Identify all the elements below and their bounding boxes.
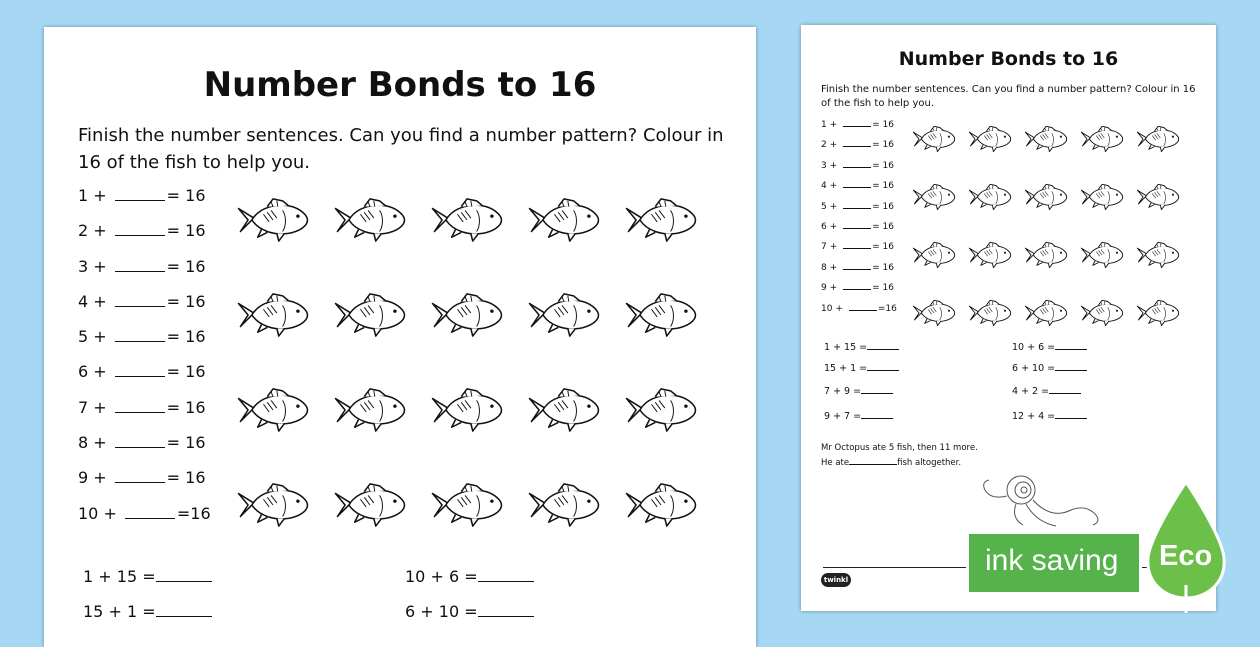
sum-item: 1 + 15 = (83, 567, 212, 586)
fish-icon (1135, 183, 1181, 211)
fish-icon (525, 387, 603, 433)
equation-row: 1 + = 16 (78, 186, 206, 205)
fish-icon (967, 183, 1013, 211)
equation-row: 1 + = 16 (821, 120, 894, 130)
answer-blank (478, 604, 534, 617)
fish-icon (331, 292, 409, 338)
fish-icon (1079, 299, 1125, 327)
answer-blank (115, 294, 165, 307)
fish-icon (331, 387, 409, 433)
answer-blank (125, 506, 175, 519)
answer-blank (843, 282, 871, 290)
fish-icon (428, 197, 506, 243)
fish-icon (1079, 183, 1125, 211)
answer-blank (843, 180, 871, 188)
answer-blank (115, 188, 165, 201)
worksheet-page-large (44, 27, 756, 647)
answer-blank (843, 160, 871, 168)
fish-icon (1023, 241, 1069, 269)
sum-item: 6 + 10 = (405, 602, 534, 621)
fish-icon (331, 482, 409, 528)
equation-row: 8 + = 16 (821, 262, 894, 273)
equation-row: 10 + =16 (821, 303, 897, 314)
page-title: Number Bonds to 16 (898, 48, 1119, 70)
fish-icon (525, 482, 603, 528)
answer-blank (843, 201, 871, 209)
fish-icon (911, 299, 957, 327)
equation-row: 9 + = 16 (821, 283, 894, 294)
fish-icon (234, 482, 312, 528)
answer-blank (867, 342, 899, 350)
equation-row: 5 + = 16 (821, 201, 894, 212)
answer-blank (867, 363, 899, 371)
word-problem (821, 441, 978, 471)
equation-row: 10 + =16 (78, 503, 211, 523)
fish-icon (911, 183, 957, 211)
fish-icon (967, 241, 1013, 269)
instructions: Finish the number sentences. Can you find a number pattern? Colour in 16 of the fish to help you. (821, 84, 1196, 109)
answer-blank (843, 221, 871, 229)
fish-icon (622, 197, 700, 243)
equation-row: 7 + = 16 (821, 242, 894, 253)
answer-blank (843, 262, 871, 270)
fish-icon (1023, 125, 1069, 153)
answer-blank (115, 259, 165, 272)
fish-icon (428, 387, 506, 433)
answer-blank (843, 241, 871, 249)
equation-row: 6 + = 16 (821, 221, 894, 232)
ink-saving-badge (966, 531, 1142, 595)
equation-row: 9 + = 16 (78, 468, 206, 488)
answer-blank (1055, 411, 1087, 419)
eco-label: Eco (1159, 540, 1213, 572)
word-problem-line: Mr Octopus ate 5 fish, then 11 more. (821, 443, 978, 453)
equation-row: 2 + = 16 (821, 140, 894, 151)
fish-icon (1135, 125, 1181, 153)
answer-blank (849, 303, 877, 311)
instructions: Finish the number sentences. Can you find a number pattern? Colour in 16 of the fish to help you. (78, 125, 724, 173)
fish-icon (1135, 241, 1181, 269)
answer-blank (1049, 386, 1081, 394)
answer-blank (156, 569, 212, 582)
answer-blank (843, 119, 871, 127)
fish-icon (525, 197, 603, 243)
fish-icon (1023, 299, 1069, 327)
answer-blank (115, 223, 165, 236)
sum-item: 15 + 1 = (824, 363, 899, 374)
equation-list (78, 185, 211, 538)
answer-blank (1055, 363, 1087, 371)
badge-label: ink saving (985, 544, 1119, 577)
answer-blank (843, 139, 871, 147)
equation-row: 3 + = 16 (78, 256, 206, 276)
fish-icon (428, 482, 506, 528)
answer-blank (156, 604, 212, 617)
fish-icon (622, 292, 700, 338)
fish-icon (1079, 241, 1125, 269)
sum-item: 15 + 1 = (83, 602, 212, 621)
answer-blank (115, 329, 165, 342)
equation-row: 6 + = 16 (78, 362, 206, 382)
equation-row: 3 + = 16 (821, 160, 894, 171)
fish-icon (622, 387, 700, 433)
fish-icon (1023, 183, 1069, 211)
answer-blank (861, 411, 893, 419)
equation-row: 4 + = 16 (78, 291, 206, 311)
sum-item: 6 + 10 = (1012, 363, 1087, 374)
sum-item: 10 + 6 = (405, 567, 534, 586)
fish-icon (622, 482, 700, 528)
fish-icon (911, 125, 957, 153)
equation-row: 7 + = 16 (78, 397, 206, 417)
answer-blank (115, 470, 165, 483)
fish-icon (1135, 299, 1181, 327)
octopus-illustration (971, 470, 1121, 530)
sum-item: 7 + 9 = (824, 386, 893, 397)
answer-blank (115, 400, 165, 413)
sum-item: 10 + 6 = (1012, 342, 1087, 353)
sum-item: 12 + 4 = (1012, 411, 1087, 422)
equation-row: 2 + = 16 (78, 221, 206, 241)
equation-row: 4 + = 16 (821, 181, 894, 192)
sum-item: 9 + 7 = (824, 411, 893, 422)
answer-blank (861, 386, 893, 394)
sum-item: 1 + 15 = (824, 342, 899, 353)
fish-icon (234, 292, 312, 338)
fish-icon (234, 387, 312, 433)
answer-blank (849, 457, 897, 465)
answer-blank (478, 569, 534, 582)
fish-icon (331, 197, 409, 243)
equation-row: 5 + = 16 (78, 327, 206, 347)
page-title: Number Bonds to 16 (203, 65, 597, 105)
equation-row: 8 + = 16 (78, 433, 206, 453)
fish-icon (1079, 125, 1125, 153)
fish-icon (911, 241, 957, 269)
fish-icon (967, 299, 1013, 327)
fish-icon (234, 197, 312, 243)
sum-item: 4 + 2 = (1012, 386, 1081, 397)
twinkl-logo: twinkl (821, 573, 851, 587)
fish-icon (967, 125, 1013, 153)
answer-blank (1055, 342, 1087, 350)
fish-icon (525, 292, 603, 338)
answer-blank (115, 435, 165, 448)
fish-icon (428, 292, 506, 338)
answer-blank (115, 364, 165, 377)
word-problem-line: He ate fish altogether. (821, 458, 962, 468)
equation-list (821, 119, 897, 323)
